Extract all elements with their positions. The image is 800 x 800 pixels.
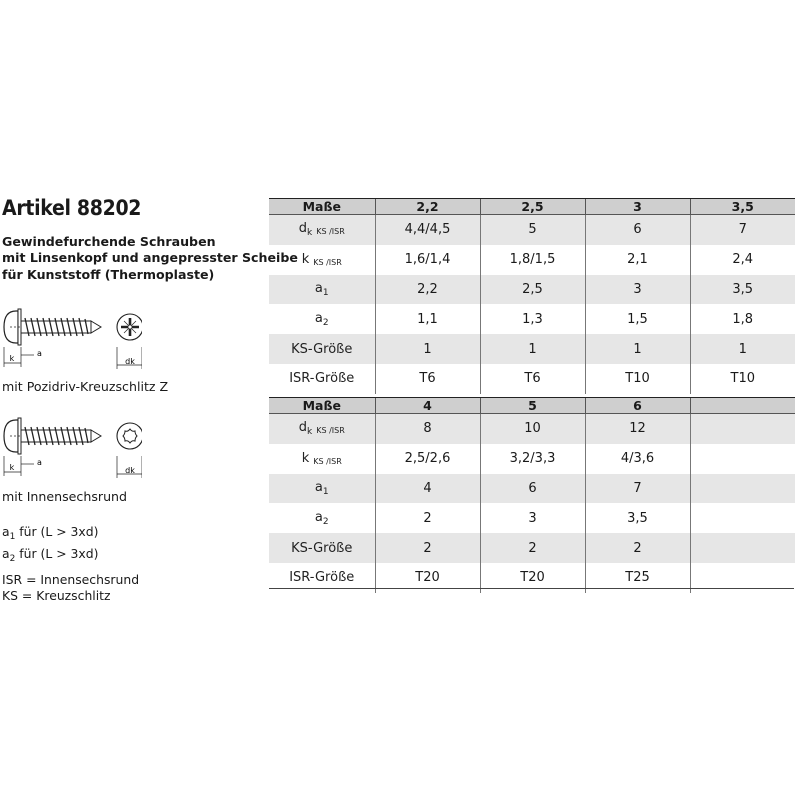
header-cell: 3 [585, 199, 690, 215]
table-cell: 2,5 [480, 275, 585, 305]
table-cell: 2 [375, 503, 480, 533]
table-cell [690, 474, 795, 504]
table-cell: 3,2/3,3 [480, 444, 585, 474]
header-cell: 6 [585, 398, 690, 414]
table-cell: 3 [585, 275, 690, 305]
table-cell: 1,6/1,4 [375, 245, 480, 275]
table-bottom-rule [269, 588, 794, 589]
note-ks: KS = Kreuzschlitz [2, 587, 111, 603]
table-row-a2 [269, 503, 795, 533]
table-row-dk [269, 215, 795, 245]
dimension-table-2 [269, 397, 795, 593]
table-cell: 3,5 [585, 503, 690, 533]
dim-a-label: a [37, 349, 42, 358]
table-cell: T25 [585, 563, 690, 593]
table-row-ks-size [269, 533, 795, 563]
table-cell: T10 [690, 364, 795, 394]
dim-k-label: k [9, 463, 15, 472]
note-a2: $a_2$ für (L > 3xd) [2, 545, 99, 564]
row-label: KS-Größe [269, 533, 375, 563]
notes-a [2, 524, 98, 567]
article-title: Artikel 88202 [2, 196, 142, 220]
pozidriv-drive-icon [117, 314, 142, 340]
row-label: $a_2$ [314, 509, 329, 527]
notes-abbrev [2, 572, 139, 603]
screw-drawing-pozidriv [2, 303, 142, 373]
table-cell: 1 [480, 334, 585, 364]
table-cell: T20 [375, 563, 480, 593]
table-cell [690, 444, 795, 474]
row-label: $d_k$ $_{KS /ISR}$ [269, 215, 375, 245]
table-cell: 2 [480, 533, 585, 563]
table-cell: 4,4/4,5 [375, 215, 480, 245]
drawing-caption-hexalobular: mit Innensechsrund [2, 489, 128, 504]
dim-dk-label: dk [125, 466, 135, 475]
row-label: $a_1$ [269, 474, 375, 504]
article-description [2, 234, 298, 283]
table-cell: 1,8 [690, 304, 795, 334]
table-cell: T20 [480, 563, 585, 593]
table-cell: T10 [585, 364, 690, 394]
table-cell: 7 [585, 474, 690, 504]
table-cell [690, 533, 795, 563]
dim-a-label: a [37, 458, 42, 467]
row-label: k $_{KS /ISR}$ [301, 451, 342, 467]
table-row-isr-size [269, 364, 795, 394]
row-label: $a_1$ [269, 275, 375, 305]
description-line: mit Linsenkopf und angepresster Scheibe [2, 250, 298, 266]
note-a1: $a_1$ für (L > 3xd) [2, 524, 99, 542]
header-cell: 2,2 [375, 199, 480, 215]
header-cell [690, 398, 795, 414]
table-row-k [269, 444, 795, 474]
table-cell: 5 [480, 215, 585, 245]
row-label: KS-Größe [269, 334, 375, 364]
table-cell: 6 [480, 474, 585, 504]
table-row-a1 [269, 474, 795, 504]
table-cell: 3 [480, 503, 585, 533]
table-cell: 8 [375, 414, 480, 444]
table-cell: 2 [585, 533, 690, 563]
table-cell: 1 [690, 334, 795, 364]
table-cell: 2 [375, 533, 480, 563]
screw-drawing-hexalobular [2, 412, 142, 482]
drawing-caption-pozidriv: mit Pozidriv-Kreuzschlitz Z [2, 379, 169, 394]
header-cell: 5 [480, 398, 585, 414]
table-cell: 1 [585, 334, 690, 364]
hexalobular-drive-icon [117, 423, 142, 449]
dim-k-label: k [9, 354, 15, 363]
table-cell: 2,5/2,6 [375, 444, 480, 474]
table-cell: 2,2 [375, 275, 480, 305]
table-cell: T6 [375, 364, 480, 394]
row-label: $d_k$ $_{KS /ISR}$ [269, 414, 375, 444]
row-label: ISR-Größe [289, 371, 355, 387]
table-cell: 1,1 [375, 304, 480, 334]
table-cell: 2,1 [585, 245, 690, 275]
table-cell [690, 503, 795, 533]
table-cell: 1 [375, 334, 480, 364]
description-line: für Kunststoff (Thermoplaste) [2, 266, 215, 282]
note-isr: ISR = Innensechsrund [2, 572, 140, 587]
table-cell: 6 [585, 215, 690, 245]
row-label: $a_2$ [314, 310, 329, 328]
table-cell: 1,8/1,5 [480, 245, 585, 275]
row-label: ISR-Größe [289, 570, 355, 586]
table-cell: 7 [690, 215, 795, 245]
table-cell: T6 [480, 364, 585, 394]
table-cell: 1,5 [585, 304, 690, 334]
table-cell: 10 [480, 414, 585, 444]
dimension-table-1 [269, 198, 795, 394]
header-cell: 4 [375, 398, 480, 414]
table-cell: 12 [585, 414, 690, 444]
description-line: Gewindefurchende Schrauben [2, 234, 216, 249]
table-row-ks-size [269, 334, 795, 364]
table-row-k [269, 245, 795, 275]
table-row-a2 [269, 304, 795, 334]
table-cell: 4 [375, 474, 480, 504]
dim-dk-label: dk [125, 357, 135, 366]
table-cell: 2,4 [690, 245, 795, 275]
header-cell: 2,5 [480, 199, 585, 215]
header-cell: 3,5 [690, 199, 795, 215]
table-cell: 4/3,6 [585, 444, 690, 474]
row-label: k $_{KS /ISR}$ [301, 252, 342, 268]
table-header-row [269, 398, 795, 414]
table-header-row [269, 199, 795, 215]
table-row-a1 [269, 275, 795, 305]
table-row-dk [269, 414, 795, 444]
table-cell [690, 414, 795, 444]
table-cell: 3,5 [690, 275, 795, 305]
table-cell: 1,3 [480, 304, 585, 334]
header-cell: Maße [269, 199, 375, 215]
header-cell: Maße [269, 398, 375, 414]
